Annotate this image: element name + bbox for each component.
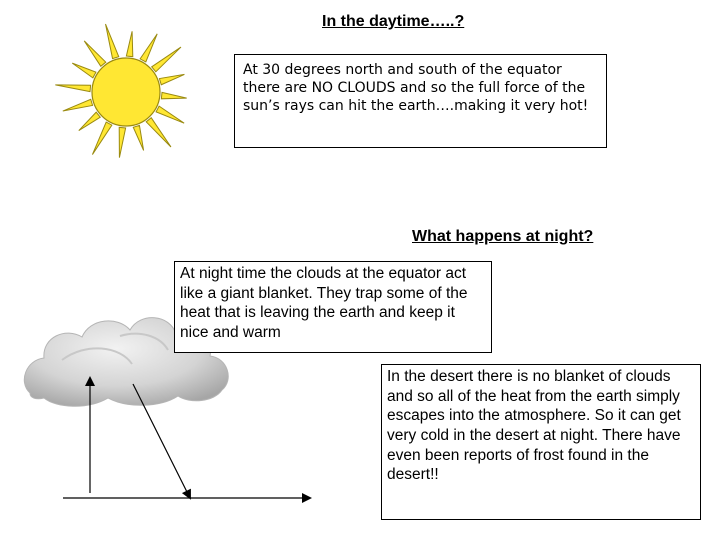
- daytime-explanation-box: [234, 54, 607, 148]
- desert-explanation-text: In the desert there is no blanket of clouds and so all of the heat from the earth simply escapes into the atmosphere. So it can get very cold in the desert at night. There have even been reports of frost found in the desert!!: [387, 368, 681, 484]
- daytime-explanation-text: At 30 degrees north and south of the equator there are NO CLOUDS and so the full force of the sun’s rays can hit the earth….making it very hot!: [243, 62, 589, 115]
- sun-ray: [92, 122, 111, 154]
- daytime-heading: In the daytime…..?: [322, 13, 465, 30]
- sun-ray: [152, 47, 181, 72]
- sun-ray: [106, 24, 119, 59]
- sun-ray: [146, 118, 171, 147]
- night-explanation-text: At night time the clouds at the equator act like a giant blanket. They trap some of the heat that is leaving the earth and keep it nice and warm: [180, 265, 468, 342]
- night-heading: What happens at night?: [412, 228, 594, 245]
- sun-ray: [140, 34, 157, 62]
- sun-ray: [119, 127, 125, 157]
- sun-ray: [159, 74, 184, 84]
- sun-ray: [161, 92, 186, 98]
- sun-ray: [156, 106, 184, 123]
- sun-icon: [55, 24, 186, 158]
- sun-ray: [84, 41, 106, 66]
- sun-ray: [55, 85, 90, 92]
- sun-ray: [133, 125, 143, 150]
- desert-explanation-box: [381, 364, 701, 520]
- sun-ray: [63, 99, 93, 111]
- sun-ray: [126, 31, 132, 56]
- sun-ray: [72, 63, 96, 78]
- night-explanation-box: [174, 261, 492, 353]
- sun-ray: [79, 112, 101, 130]
